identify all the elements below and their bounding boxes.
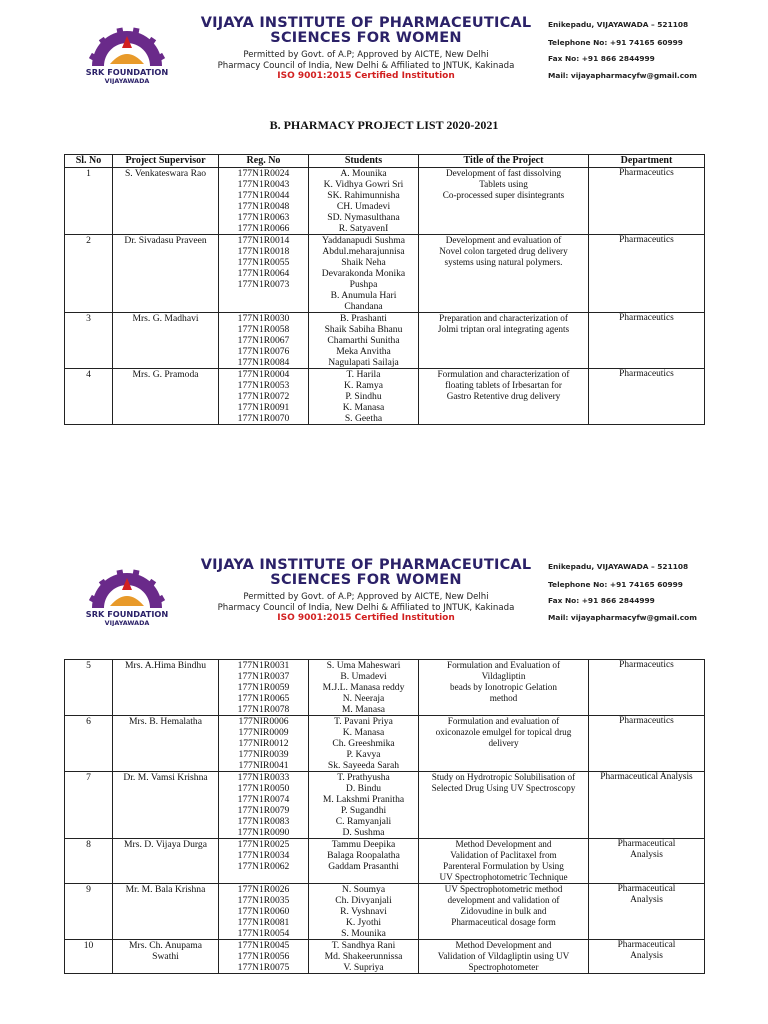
cell-students-line: Balaga Roopalatha [327,850,400,861]
letterhead-top [70,14,702,84]
cell-students-line: B. Anumula Hari [330,290,397,301]
cell-reg-no-line: 177N1R0084 [237,357,290,368]
cell-reg-no-line: 177N1R0014 [237,235,290,246]
cell-reg-no-line: 177N1R0075 [237,962,290,973]
cell-department-line: Pharmaceutical [617,884,676,894]
institution-name-line2: SCIENCES FOR WOMEN [270,30,462,46]
cell-students-line: D. Sushma [342,827,385,838]
cell-students-line: R. Vyshnavi [340,906,387,917]
cell-reg-no-line: 177N1R0078 [237,704,290,715]
cell-students-line: R. SatyavenI [338,223,389,234]
svg-text:VIJAYAWADA: VIJAYAWADA [104,619,150,626]
cell-department [589,772,705,839]
header-project-supervisor: Project Supervisor [113,155,219,168]
header-reg-no: Reg. No [219,155,309,168]
institution-name [180,558,552,588]
cell-students-line: Gaddam Prasanthi [328,861,399,872]
cell-students-line: Devarakonda Monika [321,268,406,279]
cell-project-title-line: Method Development and [455,940,552,950]
cell-reg-no-line: 177N1R0044 [237,190,290,201]
table-row [65,168,705,235]
cell-supervisor [113,369,219,425]
document-title: B. PHARMACY PROJECT LIST 2020-2021 [269,118,499,132]
cell-project-title-line: oxiconazole emulgel for topical drug [435,727,572,737]
table-row [65,313,705,369]
cell-project-title [419,369,589,425]
cell-reg-no-line: 177N1R0037 [237,671,290,682]
cell-project-title-line: method [489,693,518,703]
cell-students-line: Ch. Divyanjali [335,895,392,906]
cell-reg-no-line: 177N1R0060 [237,906,290,917]
cell-supervisor [113,772,219,839]
cell-students-line: P. Kavya [346,749,381,760]
cell-project-title [419,884,589,940]
cell-reg-no-line: 177N1R0065 [237,693,290,704]
cell-project-title-line: Pharmaceutical dosage form [451,917,556,927]
table-row [65,660,705,716]
cell-department-line: Pharmaceutics [619,660,674,670]
cell-reg-no-line: 177N1R0081 [237,917,290,928]
cell-reg-no-line: 177N1R0066 [237,223,290,234]
cell-supervisor [113,168,219,235]
fax-text: Fax No: +91 866 2844999 [548,596,655,605]
institution-name-line1: VIJAYA INSTITUTE OF PHARMACEUTICAL [200,15,532,31]
cell-students [309,716,419,772]
cell-students-line: K. Manasa [342,402,385,413]
cell-students-line: P. Sindhu [345,391,382,402]
fax-text: Fax No: +91 866 2844999 [548,54,655,63]
address-text: Enikepadu, VIJAYAWADA – 521108 [548,20,689,29]
cell-supervisor-line: Mrs. Ch. Anupama [128,940,203,951]
cell-reg-no-line: 177N1R0026 [237,884,290,895]
cell-reg-no [219,716,309,772]
header-project-title: Title of the Project [419,155,589,168]
table-row [65,884,705,940]
header-students: Students [309,155,419,168]
cell-students-line: Sk. Sayeeda Sarah [327,760,400,771]
cell-supervisor [113,716,219,772]
cell-students-line: Chandana [344,301,383,312]
cell-project-title [419,660,589,716]
council-text: Pharmacy Council of India, New Delhi & Affiliated to JNTUK, Kakinada [217,603,515,613]
cell-department [589,369,705,425]
cell-reg-no-line: 177NIR0012 [238,738,289,749]
cell-reg-no [219,772,309,839]
cell-students-line: M.J.L. Manasa reddy [322,682,405,693]
cell-students-line: K. Manasa [342,727,385,738]
cell-students-line: Shaik Sabiha Bhanu [324,324,403,335]
cell-department [589,716,705,772]
cell-reg-no-line: 177N1R0072 [237,391,290,402]
institution-name [180,16,552,46]
cell-department [589,884,705,940]
cell-sl-no: 7 [65,772,113,839]
cell-students-line: T. Pavani Priya [334,716,393,727]
cell-reg-no-line: 177N1R0063 [237,212,290,223]
cell-project-title-line: Co-processed super disintegrants [442,190,565,200]
cell-reg-no-line: 177N1R0025 [237,839,290,850]
telephone-text: Telephone No: +91 74165 60999 [548,38,683,47]
cell-students-line: A. Mounika [340,168,387,179]
cell-project-title [419,772,589,839]
cell-students-line: Tammu Deepika [331,839,396,850]
cell-project-title-line: Jolmi triptan oral integrating agents [437,324,570,334]
cell-supervisor-line: Mrs. A.Hima Bindhu [124,660,207,671]
cell-reg-no-line: 177N1R0059 [237,682,290,693]
project-table-page2 [64,659,705,974]
cell-project-title-line: systems using natural polymers. [444,257,563,267]
cell-project-title-line: Spectrophotometer [468,962,539,972]
cell-students [309,940,419,974]
cell-project-title [419,235,589,313]
cell-project-title-line: Validation of Vildagliptin using UV [437,951,570,961]
cell-students-line: S. Geetha [344,413,383,424]
cell-department [589,940,705,974]
project-table-page1 [64,154,705,425]
cell-project-title-line: Formulation and characterization of [437,369,570,379]
cell-department-line: Pharmaceutical [617,839,676,849]
cell-reg-no-line: 177N1R0031 [237,660,290,671]
cell-reg-no-line: 177N1R0058 [237,324,290,335]
cell-supervisor-line: S. Venkateswara Rao [124,168,207,179]
cell-students-line: Pushpa [349,279,378,290]
table-row [65,772,705,839]
cell-supervisor-line: Dr. M. Vamsi Krishna [123,772,208,783]
cell-students-line: Meka Anvitha [336,346,391,357]
mail-text: Mail: vijayapharmacyfw@gmail.com [548,613,697,622]
cell-department [589,313,705,369]
cell-students-line: T. Prathyusha [337,772,390,783]
cell-students-line: P. Sugandhi [340,805,387,816]
cell-reg-no-line: 177N1R0045 [237,940,290,951]
cell-department [589,660,705,716]
cell-department-line: Pharmaceutics [619,716,674,726]
cell-reg-no [219,884,309,940]
cell-reg-no-line: 177N1R0055 [237,257,290,268]
cell-students-line: S. Mounika [341,928,386,939]
cell-project-title [419,313,589,369]
cell-reg-no-line: 177N1R0050 [237,783,290,794]
table-row [65,716,705,772]
cell-project-title-line: Formulation and evaluation of [447,716,560,726]
cell-students-line: T. Sandhya Rani [331,940,396,951]
cell-reg-no-line: 177N1R0079 [237,805,290,816]
cell-reg-no-line: 177N1R0076 [237,346,290,357]
cell-students-line: B. Prashanti [340,313,387,324]
cell-students-line: N. Neeraja [342,693,385,704]
cell-project-title-line: Gastro Retentive drug delivery [446,391,561,401]
cell-reg-no-line: 177N1R0062 [237,861,290,872]
cell-department-line: Pharmaceutics [619,369,674,379]
cell-reg-no [219,940,309,974]
svg-text:VIJAYAWADA: VIJAYAWADA [104,77,150,84]
cell-reg-no-line: 177NIR0009 [238,727,289,738]
cell-department-line: Pharmaceutics [619,168,674,178]
cell-reg-no-line: 177N1R0035 [237,895,290,906]
cell-students-line: K. Jyothi [345,917,382,928]
cell-project-title-line: Vildagliptin [481,671,526,681]
cell-students-line: SD. Nymasulthana [327,212,400,223]
cell-students-line: K. Vidhya Gowri Sri [323,179,404,190]
cell-reg-no-line: 177N1R0070 [237,413,290,424]
cell-students-line: B. Umadevi [340,671,387,682]
cell-reg-no-line: 177N1R0004 [237,369,290,380]
cell-reg-no-line: 177N1R0053 [237,380,290,391]
cell-students [309,660,419,716]
cell-supervisor [113,884,219,940]
cell-department [589,235,705,313]
cell-reg-no-line: 177N1R0054 [237,928,290,939]
cell-project-title [419,940,589,974]
srk-foundation-logo [70,14,184,84]
cell-students [309,168,419,235]
cell-students-line: CH. Umadevi [336,201,391,212]
letterhead-second-page [70,556,702,626]
iso-certification: ISO 9001:2015 Certified Institution [277,613,455,623]
cell-students-line: Yaddanapudi Sushma [322,235,405,246]
cell-students-line: T. Harila [346,369,381,380]
table-row [65,940,705,974]
table-row [65,235,705,313]
cell-students [309,772,419,839]
cell-students [309,313,419,369]
permit-text: Permitted by Govt. of A.P; Approved by AICTE, New Delhi [243,50,489,60]
table-row [65,839,705,884]
cell-students-line: S. Uma Maheswari [326,660,401,671]
cell-department-line: Pharmaceutical Analysis [600,772,693,782]
cell-sl-no: 6 [65,716,113,772]
cell-supervisor [113,313,219,369]
cell-students [309,884,419,940]
cell-reg-no-line: 177N1R0091 [237,402,290,413]
cell-reg-no-line: 177NIR0006 [238,716,289,727]
institution-name-line2: SCIENCES FOR WOMEN [270,572,462,588]
cell-department [589,168,705,235]
cell-students [309,839,419,884]
svg-text:SRK FOUNDATION: SRK FOUNDATION [85,609,169,619]
cell-project-title-line: Novel colon targeted drug delivery [439,246,568,256]
srk-foundation-logo [70,556,184,626]
cell-project-title-line: Formulation and Evaluation of [446,660,561,670]
cell-students-line: M. Lakshmi Pranitha [322,794,405,805]
cell-sl-no: 10 [65,940,113,974]
cell-department-line: Analysis [630,850,663,860]
cell-sl-no: 4 [65,369,113,425]
cell-project-title-line: Development of fast dissolving [445,168,562,178]
cell-supervisor-line: Mrs. B. Hemalatha [128,716,202,727]
cell-reg-no-line: 177N1R0056 [237,951,290,962]
cell-reg-no-line: 177N1R0030 [237,313,290,324]
cell-reg-no-line: 177N1R0067 [237,335,290,346]
cell-reg-no [219,839,309,884]
cell-project-title-line: Preparation and characterization of [439,313,568,323]
telephone-text: Telephone No: +91 74165 60999 [548,580,683,589]
cell-project-title-line: Tablets using [479,179,528,189]
cell-reg-no-line: 177N1R0073 [237,279,290,290]
cell-students-line: V. Supriya [343,962,384,973]
cell-students-line: Md. Shakeerunnissa [324,951,403,962]
cell-supervisor-line: Dr. Sivadasu Praveen [124,235,207,246]
cell-department-line: Pharmaceutics [619,313,674,323]
cell-project-title-line: Study on Hydrotropic Solubilisation of [431,772,576,782]
cell-project-title [419,716,589,772]
cell-project-title [419,168,589,235]
cell-supervisor-line: Mrs. D. Vijaya Durga [123,839,207,850]
cell-reg-no [219,168,309,235]
cell-supervisor-line: Swathi [152,951,179,962]
cell-students-line: Ch. Greeshmika [332,738,395,749]
cell-students-line: M. Manasa [341,704,386,715]
cell-reg-no-line: 177N1R0090 [237,827,290,838]
cell-project-title-line: beads by Ionotropic Gelation [450,682,557,692]
cell-supervisor-line: Mrs. G. Pramoda [132,369,199,380]
cell-students-line: Shaik Neha [341,257,386,268]
cell-sl-no: 8 [65,839,113,884]
cell-students-line: C. Ramyanjali [335,816,392,827]
cell-department-line: Pharmaceutics [619,235,674,245]
cell-students-line: N. Soumya [341,884,386,895]
cell-supervisor [113,839,219,884]
cell-students-line: Nagulapati Sailaja [328,357,399,368]
cell-reg-no-line: 177N1R0033 [237,772,290,783]
cell-reg-no-line: 177N1R0048 [237,201,290,212]
cell-project-title-line: delivery [488,738,519,748]
cell-reg-no-line: 177N1R0074 [237,794,290,805]
cell-supervisor [113,235,219,313]
cell-project-title-line: Selected Drug Using UV Spectroscopy [431,783,576,793]
cell-students-line: Chamarthi Sunitha [327,335,400,346]
address-text: Enikepadu, VIJAYAWADA – 521108 [548,562,689,571]
cell-department-line: Pharmaceutical [617,940,676,950]
cell-students-line: SK. Rahimunnisha [327,190,400,201]
cell-project-title-line: Zidovudine in bulk and [460,906,547,916]
cell-reg-no-line: 177N1R0018 [237,246,290,257]
council-text: Pharmacy Council of India, New Delhi & Affiliated to JNTUK, Kakinada [217,61,515,71]
table-header-row [65,155,705,168]
cell-project-title-line: UV Spectrophotometric Technique [439,872,568,882]
cell-department [589,839,705,884]
cell-reg-no-line: 177N1R0024 [237,168,290,179]
header-department: Department [589,155,705,168]
cell-project-title-line: Method Development and [455,839,552,849]
cell-department-line: Analysis [630,895,663,905]
cell-project-title-line: floating tablets of Irbesartan for [445,380,562,390]
cell-project-title-line: Validation of Paclitaxel from [450,850,557,860]
table-row [65,369,705,425]
cell-supervisor [113,940,219,974]
cell-reg-no [219,313,309,369]
cell-reg-no-line: 177NIR0039 [238,749,289,760]
cell-reg-no [219,369,309,425]
cell-reg-no-line: 177N1R0064 [237,268,290,279]
cell-reg-no-line: 177N1R0083 [237,816,290,827]
cell-students [309,235,419,313]
cell-supervisor-line: Mrs. G. Madhavi [132,313,199,324]
cell-sl-no: 3 [65,313,113,369]
svg-text:SRK FOUNDATION: SRK FOUNDATION [85,67,169,77]
cell-sl-no: 9 [65,884,113,940]
cell-project-title-line: Development and evaluation of [445,235,562,245]
cell-supervisor [113,660,219,716]
cell-reg-no [219,235,309,313]
cell-sl-no: 1 [65,168,113,235]
mail-text: Mail: vijayapharmacyfw@gmail.com [548,71,697,80]
cell-sl-no: 5 [65,660,113,716]
cell-project-title-line: UV Spectrophotometric method [444,884,563,894]
cell-reg-no-line: 177N1R0034 [237,850,290,861]
cell-project-title [419,839,589,884]
cell-reg-no [219,660,309,716]
institution-name-line1: VIJAYA INSTITUTE OF PHARMACEUTICAL [200,557,532,573]
cell-department-line: Analysis [630,951,663,961]
cell-supervisor-line: Mr. M. Bala Krishna [125,884,206,895]
cell-students-line: K. Ramya [344,380,383,391]
cell-students-line: D. Bindu [345,783,382,794]
cell-reg-no-line: 177NIR0041 [238,760,289,771]
permit-text: Permitted by Govt. of A.P; Approved by AICTE, New Delhi [243,592,489,602]
iso-certification: ISO 9001:2015 Certified Institution [277,71,455,81]
cell-project-title-line: development and validation of [447,895,560,905]
cell-students-line: Abdul.meharajunnisa [322,246,405,257]
cell-project-title-line: Parenteral Formulation by Using [443,861,564,871]
cell-students [309,369,419,425]
cell-reg-no-line: 177N1R0043 [237,179,290,190]
header-sl-no: Sl. No [65,155,113,168]
cell-sl-no: 2 [65,235,113,313]
